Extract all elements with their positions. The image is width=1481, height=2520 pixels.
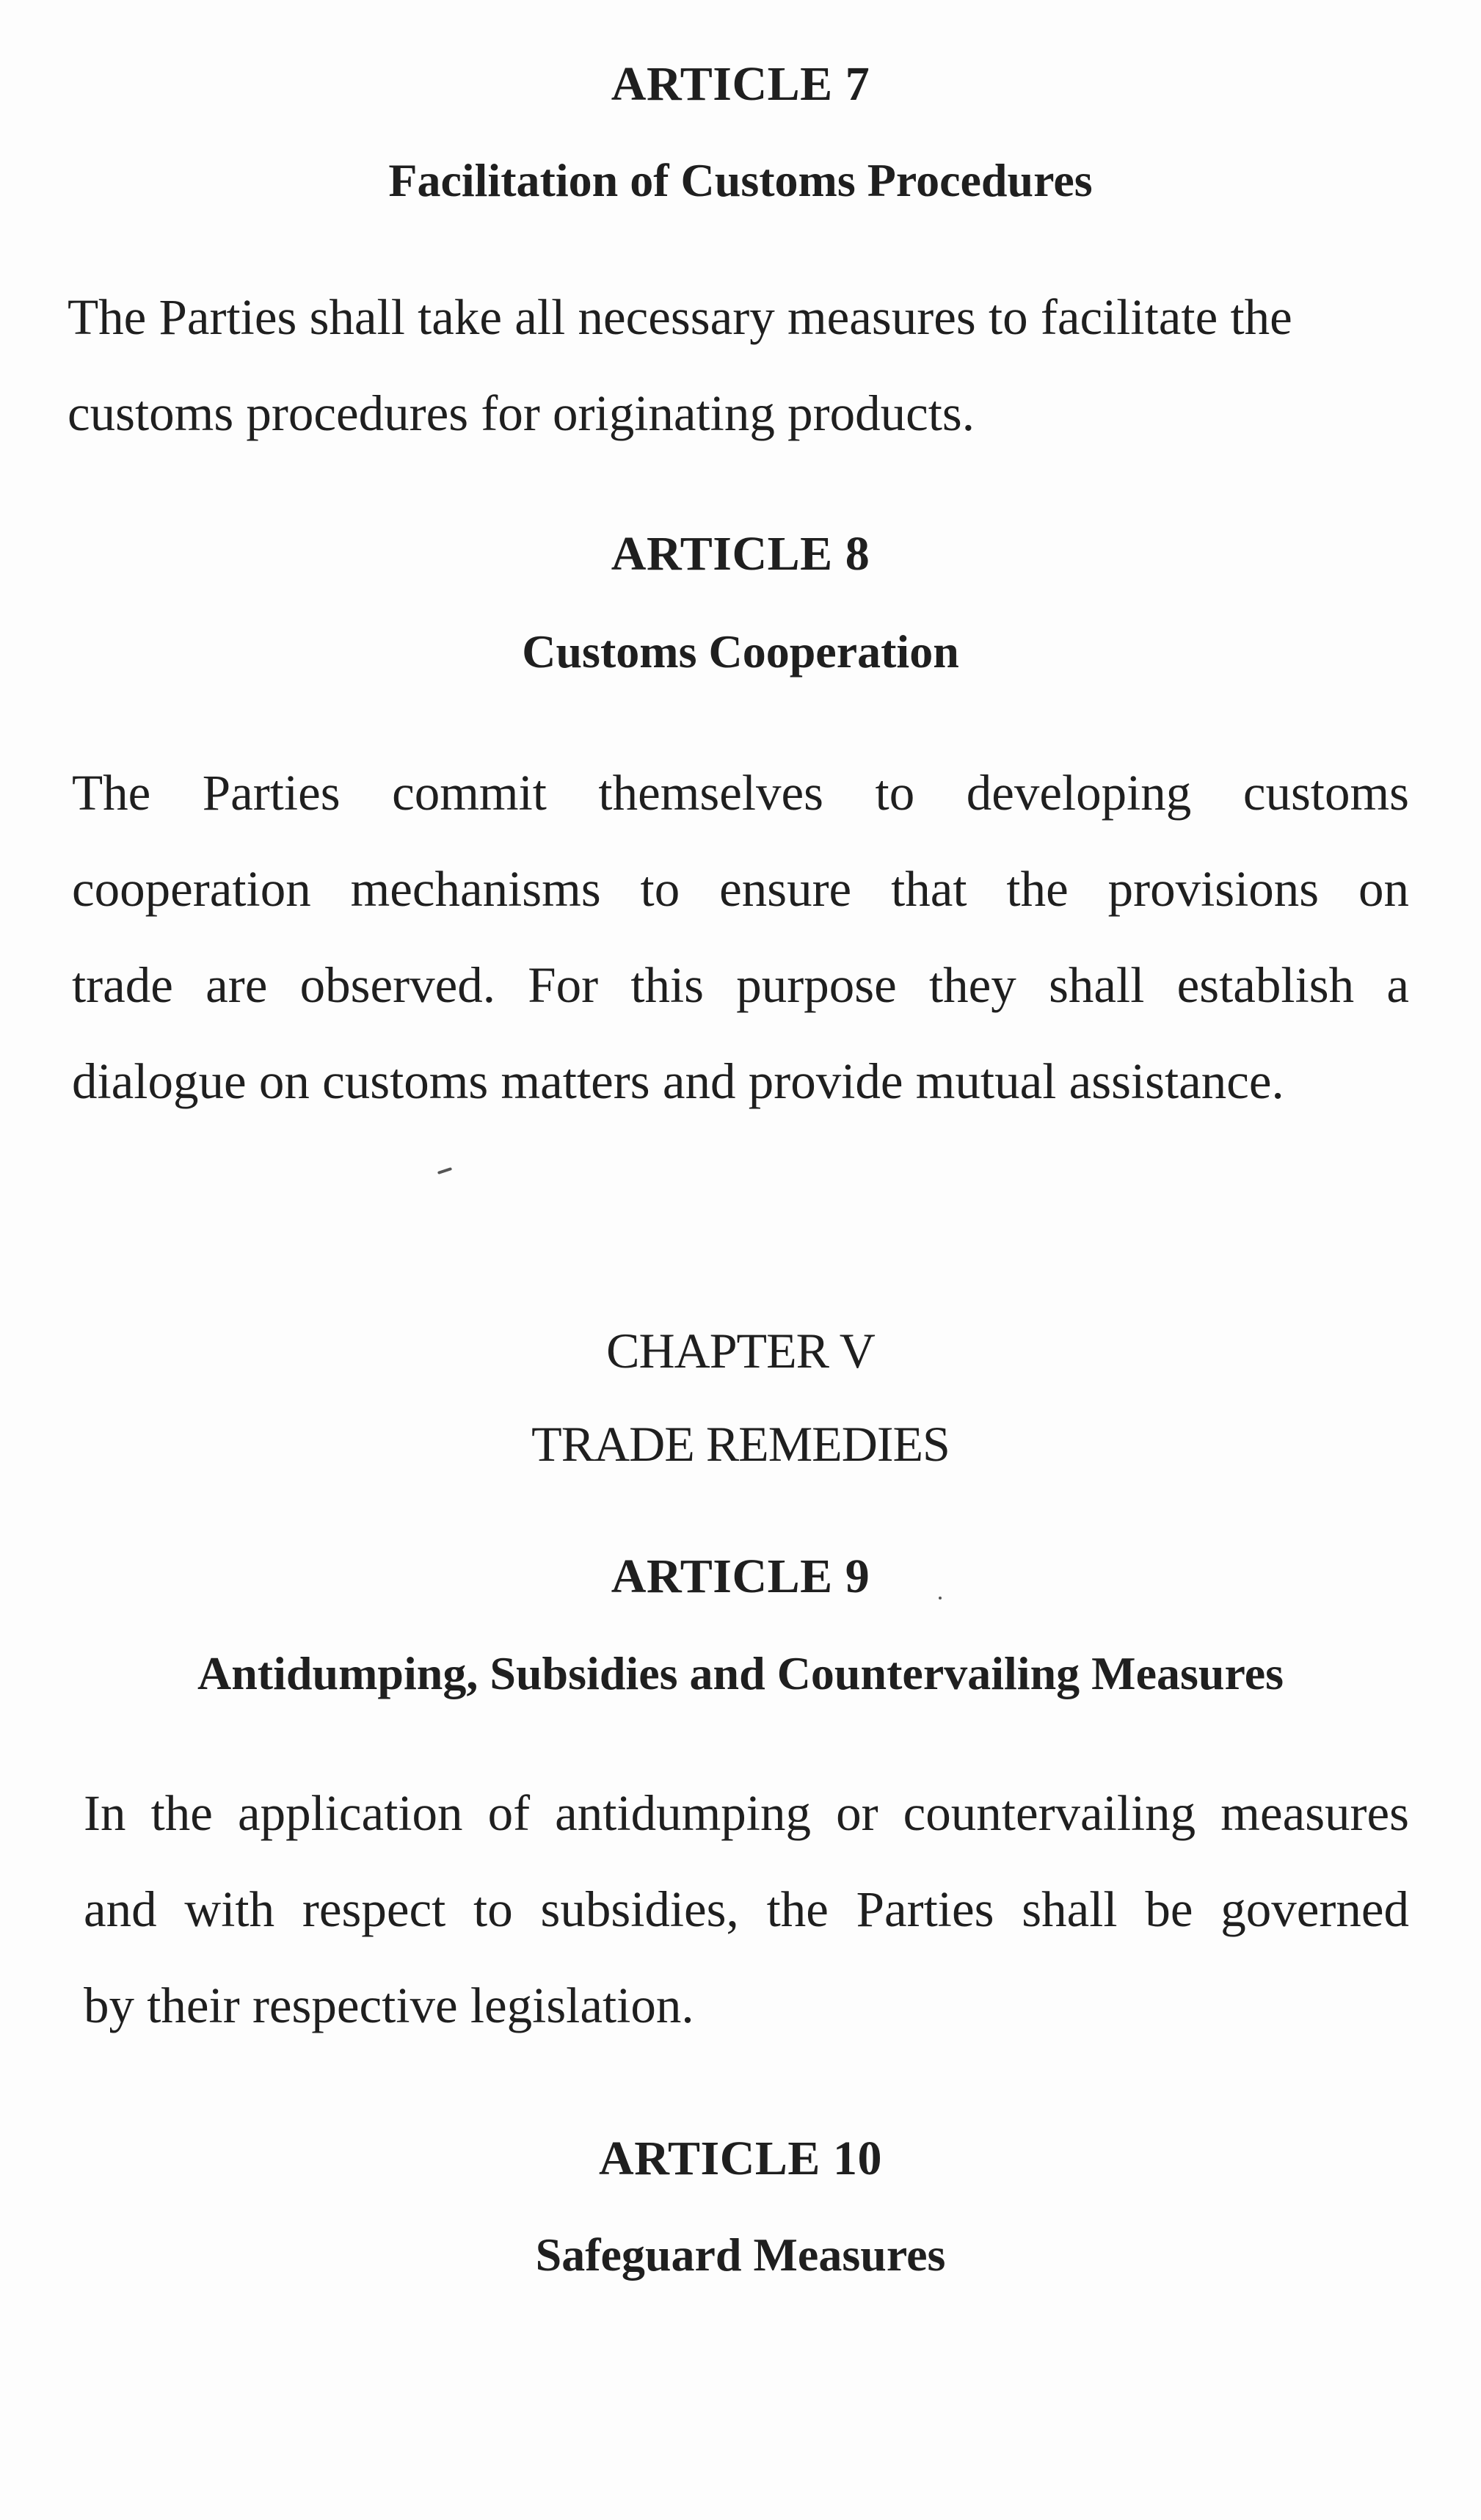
article-9-body-line: and with respect to subsidies, the Parties shall be governed xyxy=(84,1881,1409,1937)
article-9-body-line: In the application of antidumping or countervailing measures xyxy=(84,1785,1409,1841)
article-8-body xyxy=(72,745,1409,1130)
article-7-body xyxy=(68,269,1292,462)
article-7-body-line: The Parties shall take all necessary measures to facilitate the xyxy=(68,289,1292,345)
article-8-body-line: trade are observed. For this purpose they shall establish a xyxy=(72,957,1409,1013)
article-9-heading: ARTICLE 9 xyxy=(611,1550,870,1603)
article-8-body-line: The Parties commit themselves to developing customs xyxy=(72,765,1409,821)
scan-speck xyxy=(437,1167,452,1174)
chapter-title: TRADE REMEDIES xyxy=(531,1416,950,1472)
article-7-heading: ARTICLE 7 xyxy=(611,57,870,111)
chapter-number: CHAPTER V xyxy=(606,1323,875,1379)
article-9-title: Antidumping, Subsidies and Countervailing Measures xyxy=(197,1647,1284,1699)
article-8-body-line: cooperation mechanisms to ensure that the provisions on xyxy=(72,861,1409,917)
article-8-body-line: dialogue on customs matters and provide mutual assistance. xyxy=(72,1053,1284,1109)
article-9-body xyxy=(84,1765,1409,2054)
article-7-body-line: customs procedures for originating products. xyxy=(68,385,975,441)
article-10-title: Safeguard Measures xyxy=(535,2229,946,2281)
article-7-title: Facilitation of Customs Procedures xyxy=(388,154,1093,206)
article-8-heading: ARTICLE 8 xyxy=(611,527,870,581)
scan-speck xyxy=(939,1597,942,1599)
article-8-title: Customs Cooperation xyxy=(522,625,959,678)
article-9-body-line: by their respective legislation. xyxy=(84,1978,694,2033)
article-10-heading: ARTICLE 10 xyxy=(599,2132,882,2185)
